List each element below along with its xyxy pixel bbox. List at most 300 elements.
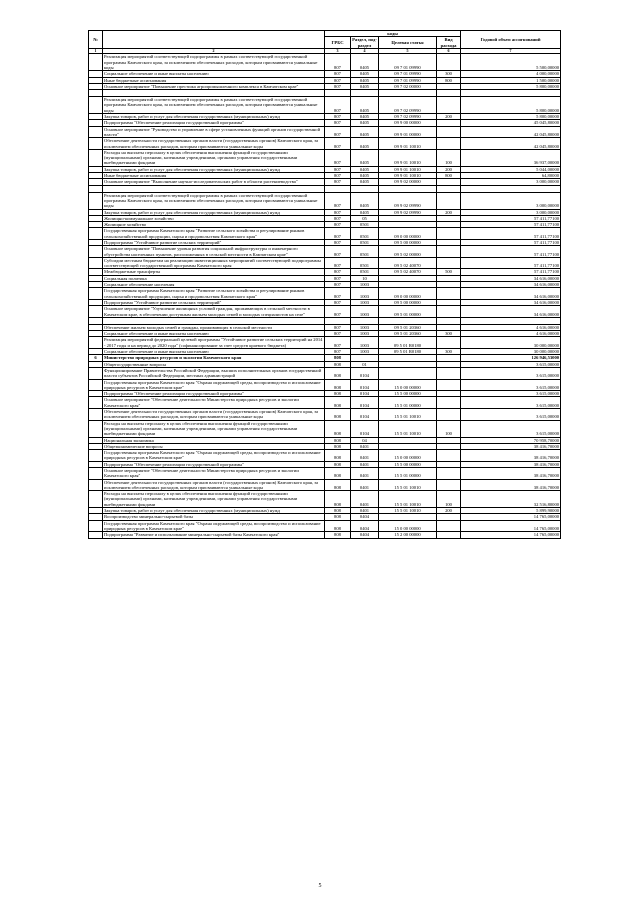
row-expense-type (437, 317, 461, 324)
row-target-article: 09 0 00 00000 (379, 228, 437, 240)
row-razdel: 0104 (351, 420, 379, 437)
row-name: Закупка товаров, работ и услуг для обеспечения государственных (муниципальных) нужд (103, 166, 325, 172)
row-expense-type (437, 246, 461, 258)
row-razdel: 1003 (351, 349, 379, 355)
row-expense-type: 800 (437, 173, 461, 179)
row-expense-type: 300 (437, 71, 461, 77)
row-grbs: 807 (325, 299, 351, 305)
row-number (89, 228, 103, 240)
row-number (89, 367, 103, 379)
row-target-article: 15 5 01 10010 (379, 508, 437, 514)
row-name: Основное мероприятие "Повышение уровня развития социальной инфраструктуры и инженерного обустройства населенных пунктов, расположенных в сельской местности в Камчатском крае" (103, 246, 325, 258)
row-name: Реализация мероприятий соответствующей подпрограммы в рамках соответствующей государственной программы Камчатского края, за исключением обеспеченных расходов, которым присваиваются уникальные коды (103, 54, 325, 71)
row-annual-sum: 4 616,00000 (461, 331, 561, 337)
row-grbs: 807 (325, 114, 351, 120)
table-row (89, 149, 561, 166)
row-razdel: 0405 (351, 166, 379, 172)
row-annual-sum: 126 946,53000 (461, 355, 561, 361)
table-row (89, 532, 561, 538)
row-expense-type: 300 (437, 349, 461, 355)
row-name: Социальное обеспечение и иные выплаты населению (103, 71, 325, 77)
row-target-article: 15 5 01 10010 (379, 479, 437, 491)
row-name: Основное мероприятие "Обеспечение деятельности Министерства природных ресурсов и экологии Камчатского края" (103, 467, 325, 479)
table-row (89, 228, 561, 240)
row-target-article: 09 7 02 09990 (379, 97, 437, 114)
table-header (89, 31, 561, 54)
row-target-article: 09 5 01 R0180 (379, 337, 437, 349)
row-razdel: 1003 (351, 306, 379, 318)
row-target-article: 09 9 01 10010 (379, 166, 437, 172)
table-row (89, 367, 561, 379)
row-grbs: 807 (325, 306, 351, 318)
row-expense-type: 200 (437, 508, 461, 514)
row-annual-sum: 70 958,70000 (461, 437, 561, 443)
table-row (89, 450, 561, 462)
row-razdel: 0104 (351, 367, 379, 379)
table-body (89, 54, 561, 538)
row-target-article: 09 9 01 00000 (379, 126, 437, 138)
row-expense-type (437, 54, 461, 71)
row-expense-type: 100 (437, 149, 461, 166)
row-expense-type (437, 192, 461, 209)
row-name: Закупка товаров, работ и услуг для обеспечения государственных (муниципальных) нужд (103, 508, 325, 514)
row-annual-sum: 57 411,77100 (461, 222, 561, 228)
row-grbs (325, 317, 351, 324)
row-razdel: 01 (351, 361, 379, 367)
table-row (89, 192, 561, 209)
row-grbs: 808 (325, 409, 351, 421)
row-name: Закупка товаров, работ и услуг для обеспечения государственных (муниципальных) нужд (103, 114, 325, 120)
row-target-article: 09 7 02 00000 (379, 83, 437, 89)
row-razdel: 0405 (351, 114, 379, 120)
row-target-article (379, 367, 437, 379)
row-target-article: 15 2 00 00000 (379, 532, 437, 538)
row-annual-sum: 5 899,90000 (461, 508, 561, 514)
row-expense-type: 200 (437, 166, 461, 172)
row-razdel: 0401 (351, 461, 379, 467)
row-number (89, 149, 103, 166)
row-grbs: 807 (325, 222, 351, 228)
row-number (89, 467, 103, 479)
row-expense-type (437, 228, 461, 240)
row-razdel: 0501 (351, 240, 379, 246)
row-grbs: 808 (325, 437, 351, 443)
row-grbs: 807 (325, 228, 351, 240)
row-annual-sum: 14 765,00000 (461, 520, 561, 532)
row-annual-sum: 14 765,00000 (461, 532, 561, 538)
row-number (89, 450, 103, 462)
column-number: 7 (461, 48, 561, 54)
row-annual-sum: 30 000,00000 (461, 337, 561, 349)
row-razdel: 0501 (351, 228, 379, 240)
row-name: Подпрограмма "Обеспечение реализации государственной программы" (103, 120, 325, 126)
row-annual-sum: 38 416,70000 (461, 461, 561, 467)
row-annual-sum: 57 411,77100 (461, 228, 561, 240)
row-grbs: 807 (325, 275, 351, 281)
row-razdel (351, 90, 379, 97)
row-target-article: 09 9 00 00000 (379, 120, 437, 126)
row-name: Обеспечение жильем молодых семей и граждан, проживающих в сельской местности (103, 324, 325, 330)
row-expense-type (437, 138, 461, 150)
row-name: Расходы на выплаты персоналу в целях обеспечения выполнения функций государственными (муниципальными) органами, казенными учреждениями, органами управления государственными внебюджетными фондами (103, 420, 325, 437)
row-expense-type: 200 (437, 209, 461, 215)
row-razdel: 0404 (351, 514, 379, 520)
row-number (89, 306, 103, 318)
row-razdel: 0401 (351, 491, 379, 508)
row-razdel: 0104 (351, 397, 379, 409)
row-annual-sum: 3 615,00000 (461, 420, 561, 437)
header-annual-sum: Годовой объем ассигнований (461, 31, 561, 49)
row-expense-type: 100 (437, 420, 461, 437)
row-name: Государственная программа Камчатского края "Охрана окружающей среды, воспроизводство и использование природных ресурсов в Камчатском крае" (103, 520, 325, 532)
row-annual-sum: 4 000,00000 (461, 71, 561, 77)
row-target-article: 09 5 02 40070 (379, 269, 437, 275)
row-name: Обеспечение деятельности государственных органов власти (государственных органов) Камчатского края, за исключением обеспеченных расходов, которым присваиваются уникальные коды (103, 479, 325, 491)
row-target-article: 09 7 02 09990 (379, 114, 437, 120)
row-grbs: 807 (325, 209, 351, 215)
row-grbs: 807 (325, 192, 351, 209)
row-razdel: 0104 (351, 379, 379, 391)
row-target-article: 09 9 02 09990 (379, 209, 437, 215)
row-grbs: 807 (325, 269, 351, 275)
row-number (89, 317, 103, 324)
row-name: Подпрограмма "Развитие и использование минерально-сырьевой базы Камчатского края" (103, 532, 325, 538)
row-target-article: 09 5 00 00000 (379, 240, 437, 246)
row-razdel (351, 317, 379, 324)
table-row (89, 520, 561, 532)
row-number (89, 420, 103, 437)
row-annual-sum: 3 000,00000 (461, 179, 561, 185)
row-annual-sum: 5 044,00000 (461, 166, 561, 172)
row-grbs: 808 (325, 450, 351, 462)
row-number (89, 520, 103, 532)
row-expense-type: 800 (437, 77, 461, 83)
row-grbs: 807 (325, 257, 351, 269)
row-grbs: 807 (325, 77, 351, 83)
row-target-article: 15 5 01 10010 (379, 420, 437, 437)
row-annual-sum: 42 045,80000 (461, 126, 561, 138)
header-target-article: Целевая статья (379, 37, 437, 49)
row-target-article: 09 0 00 00000 (379, 288, 437, 300)
row-name: Государственная программа Камчатского края "Развитие сельского хозяйства и регулирование рынков сельскохозяйственной продукции, сырья и продовольствия Камчатского края" (103, 228, 325, 240)
row-grbs: 807 (325, 179, 351, 185)
row-razdel: 0405 (351, 120, 379, 126)
row-expense-type (437, 257, 461, 269)
row-name: Общегосударственные вопросы (103, 361, 325, 367)
row-razdel: 0404 (351, 532, 379, 538)
row-razdel: 0405 (351, 77, 379, 83)
row-grbs: 807 (325, 138, 351, 150)
row-grbs: 807 (325, 288, 351, 300)
row-grbs: 808 (325, 532, 351, 538)
row-number: 6 (89, 355, 103, 361)
row-razdel: 0401 (351, 479, 379, 491)
row-razdel: 0405 (351, 179, 379, 185)
row-name: Воспроизводство минерально-сырьевой базы (103, 514, 325, 520)
row-annual-sum: 3 615,00000 (461, 409, 561, 421)
row-target-article: 15 5 00 00000 (379, 461, 437, 467)
row-annual-sum: 45 045,80000 (461, 120, 561, 126)
row-grbs: 807 (325, 83, 351, 89)
row-target-article: 09 9 01 10010 (379, 173, 437, 179)
row-name: Межбюджетные трансферты (103, 269, 325, 275)
header-razdel: Раздел, под-раздел (352, 37, 377, 48)
row-target-article: 09 7 01 09990 (379, 77, 437, 83)
row-razdel: 1003 (351, 282, 379, 288)
row-razdel: 0405 (351, 192, 379, 209)
row-grbs: 808 (325, 361, 351, 367)
row-expense-type (437, 97, 461, 114)
table-row (89, 246, 561, 258)
row-name: Закупка товаров, работ и услуг для обеспечения государственных (муниципальных) нужд (103, 209, 325, 215)
row-annual-sum: 3 000,00000 (461, 192, 561, 209)
row-razdel: 1003 (351, 331, 379, 337)
row-target-article: 09 9 02 00000 (379, 179, 437, 185)
table-row (89, 337, 561, 349)
row-expense-type (437, 520, 461, 532)
row-grbs: 808 (325, 479, 351, 491)
row-annual-sum: 14 765,00000 (461, 514, 561, 520)
row-grbs: 808 (325, 461, 351, 467)
row-grbs: 808 (325, 514, 351, 520)
row-name: Реализация мероприятий соответствующей подпрограммы в рамках соответствующей государственной программы Камчатского края, за исключением обеспеченных расходов, которым присваиваются уникальные коды (103, 97, 325, 114)
row-target-article: 09 5 02 00000 (379, 246, 437, 258)
row-name: Обеспечение деятельности государственных органов власти (государственных органов) Камчатского края, за исключением обеспеченных расходов, которым присваиваются уникальные коды (103, 409, 325, 421)
row-number (89, 192, 103, 209)
row-number (89, 138, 103, 150)
row-target-article: 09 5 00 00000 (379, 299, 437, 305)
row-target-article: 09 5 02 40070 (379, 257, 437, 269)
row-grbs: 808 (325, 420, 351, 437)
row-grbs: 808 (325, 367, 351, 379)
row-number (89, 397, 103, 409)
row-expense-type (437, 288, 461, 300)
row-razdel: 04 (351, 437, 379, 443)
row-grbs: 807 (325, 337, 351, 349)
header-grbs: ГРБС (325, 37, 351, 49)
row-number (89, 126, 103, 138)
row-grbs: 807 (325, 120, 351, 126)
row-annual-sum (461, 90, 561, 97)
row-razdel: 0405 (351, 149, 379, 166)
row-razdel: 1003 (351, 324, 379, 330)
row-target-article: 09 9 02 09990 (379, 192, 437, 209)
row-annual-sum: 32 516,80000 (461, 491, 561, 508)
row-grbs: 807 (325, 349, 351, 355)
row-razdel: 0104 (351, 391, 379, 397)
row-expense-type (437, 337, 461, 349)
row-annual-sum: 5 500,00000 (461, 54, 561, 71)
page-number: 5 (318, 883, 322, 889)
table-row (89, 397, 561, 409)
row-name: Жилищно-коммунальное хозяйство (103, 215, 325, 221)
row-name: Иные бюджетные ассигнования (103, 77, 325, 83)
row-name (103, 317, 325, 324)
row-annual-sum: 1 500,00000 (461, 77, 561, 83)
row-grbs: 808 (325, 379, 351, 391)
row-number (89, 288, 103, 300)
row-razdel: 0401 (351, 443, 379, 449)
row-razdel: 0501 (351, 246, 379, 258)
row-grbs: 807 (325, 166, 351, 172)
row-grbs: 807 (325, 282, 351, 288)
row-name: Социальное обеспечение населения (103, 282, 325, 288)
row-razdel: 10 (351, 275, 379, 281)
header-number: № (89, 31, 103, 49)
row-grbs: 808 (325, 508, 351, 514)
row-name (103, 185, 325, 192)
row-grbs (325, 185, 351, 192)
row-target-article: 09 5 01 00000 (379, 306, 437, 318)
row-razdel: 0501 (351, 269, 379, 275)
column-number: 5 (379, 48, 437, 54)
row-target-article: 15 0 00 00000 (379, 450, 437, 462)
row-expense-type (437, 397, 461, 409)
row-name: Реализация мероприятий соответствующей подпрограммы в рамках соответствующей государственной программы Камчатского края, за исключением обеспеченных расходов, которым присваиваются уникальные коды (103, 192, 325, 209)
row-target-article: 15 5 01 10010 (379, 491, 437, 508)
row-grbs: 808 (325, 397, 351, 409)
row-annual-sum: 38 416,70000 (461, 467, 561, 479)
row-razdel: 0104 (351, 409, 379, 421)
row-expense-type: 100 (437, 491, 461, 508)
row-number (89, 532, 103, 538)
row-grbs: 807 (325, 240, 351, 246)
row-expense-type (437, 126, 461, 138)
row-name: Функционирование Правительства Российской Федерации, высших исполнительных органов государственной власти субъектов Российской Федерации, местных администраций (103, 367, 325, 379)
row-annual-sum: 5 800,00000 (461, 97, 561, 114)
row-annual-sum: 34 616,00000 (461, 306, 561, 318)
row-target-article: 09 9 01 10010 (379, 138, 437, 150)
row-razdel: 0501 (351, 257, 379, 269)
table-row (89, 90, 561, 97)
row-name: Социальная политика (103, 275, 325, 281)
table-row (89, 97, 561, 114)
row-number (89, 491, 103, 508)
row-name: Государственная программа Камчатского края "Развитие сельского хозяйства и регулирование рынков сельскохозяйственной продукции, сырья и продовольствия Камчатского края" (103, 288, 325, 300)
row-expense-type (437, 306, 461, 318)
row-target-article: 09 5 01 R0180 (379, 349, 437, 355)
row-number (89, 379, 103, 391)
row-expense-type: 500 (437, 269, 461, 275)
row-name: Субсидии местным бюджетам на реализацию инвестиционных мероприятий соответствующей подпрограммы соответствующей государственной программы Камчатского края (103, 257, 325, 269)
row-name: Государственная программа Камчатского края "Охрана окружающей среды, воспроизводство и использование природных ресурсов в Камчатском крае" (103, 379, 325, 391)
row-expense-type (437, 90, 461, 97)
row-annual-sum: 3 000,00000 (461, 209, 561, 215)
table-row (89, 379, 561, 391)
row-expense-type (437, 367, 461, 379)
row-annual-sum: 38 416,70000 (461, 450, 561, 462)
row-grbs (325, 90, 351, 97)
row-grbs: 807 (325, 126, 351, 138)
row-grbs: 807 (325, 97, 351, 114)
row-number (89, 257, 103, 269)
table-row (89, 491, 561, 508)
row-razdel: 0401 (351, 450, 379, 462)
row-number (89, 185, 103, 192)
row-name: Национальная экономика (103, 437, 325, 443)
row-name: Основное мероприятие "Выполнение научно-исследовательских работ в области растениеводства" (103, 179, 325, 185)
row-annual-sum: 30 000,00000 (461, 349, 561, 355)
row-grbs: 807 (325, 215, 351, 221)
row-razdel: 1003 (351, 299, 379, 305)
row-target-article: 15 0 00 00000 (379, 379, 437, 391)
row-name: Основное мероприятие "Улучшение жилищных условий граждан, проживающих в сельской местности в Камчатском крае, в обеспечении доступным жильем молодых семей и молодых специалистов на селе" (103, 306, 325, 318)
header-name (103, 31, 325, 49)
row-expense-type (437, 450, 461, 462)
row-number (89, 479, 103, 491)
row-grbs: 808 (325, 443, 351, 449)
row-name: Обеспечение деятельности государственных органов власти (государственных органов) Камчатского края, за исключением обеспеченных расходов, которым присваиваются уникальные коды (103, 138, 325, 150)
row-razdel: 05 (351, 215, 379, 221)
row-annual-sum: 57 411,77100 (461, 240, 561, 246)
row-name: Общеэкономические вопросы (103, 443, 325, 449)
row-name: Жилищное хозяйство (103, 222, 325, 228)
row-target-article (379, 90, 437, 97)
row-grbs: 808 (325, 491, 351, 508)
row-annual-sum: 5 800,00000 (461, 83, 561, 89)
row-annual-sum: 3 615,00000 (461, 361, 561, 367)
row-grbs: 807 (325, 71, 351, 77)
table-row (89, 185, 561, 192)
row-target-article: 09 7 01 09990 (379, 54, 437, 71)
budget-table (88, 30, 561, 539)
row-name: Основное мероприятие "Обеспечение деятельности Министерства природных ресурсов и экологии Камчатского края" (103, 397, 325, 409)
row-target-article: 15 5 01 10010 (379, 409, 437, 421)
row-name: Социальное обеспечение и иные выплаты населению (103, 349, 325, 355)
row-target-article: 09 5 01 20360 (379, 324, 437, 330)
row-grbs: 807 (325, 331, 351, 337)
table-row (89, 479, 561, 491)
row-number (89, 409, 103, 421)
table-row (89, 420, 561, 437)
table-row (89, 54, 561, 71)
row-annual-sum: 34 616,00000 (461, 282, 561, 288)
column-number: 2 (103, 48, 325, 54)
row-number (89, 337, 103, 349)
row-grbs: 808 (325, 355, 351, 361)
row-expense-type (437, 379, 461, 391)
row-razdel: 0501 (351, 222, 379, 228)
row-target-article: 15 0 00 00000 (379, 520, 437, 532)
table-row (89, 138, 561, 150)
row-razdel: 0405 (351, 71, 379, 77)
row-razdel: 0401 (351, 467, 379, 479)
row-razdel: 1003 (351, 288, 379, 300)
row-razdel: 1003 (351, 337, 379, 349)
row-name: Основное мероприятие "Повышение престижа агропромышленного комплекса в Камчатском крае" (103, 83, 325, 89)
table-row (89, 306, 561, 318)
row-grbs: 807 (325, 246, 351, 258)
row-name: Основное мероприятие "Руководство и управление в сфере установленных функций органов государственной власти" (103, 126, 325, 138)
row-number (89, 246, 103, 258)
row-name: Подпрограмма "Обеспечение реализации государственной программы" (103, 461, 325, 467)
row-expense-type: 200 (437, 114, 461, 120)
row-annual-sum: 57 411,77100 (461, 257, 561, 269)
column-number: 4 (351, 48, 379, 54)
row-expense-type (437, 185, 461, 192)
row-annual-sum: 38 416,70000 (461, 479, 561, 491)
row-grbs: 808 (325, 520, 351, 532)
row-razdel: 0405 (351, 138, 379, 150)
row-annual-sum: 3 615,00000 (461, 391, 561, 397)
column-number: 6 (437, 48, 461, 54)
row-target-article (379, 317, 437, 324)
row-name: Социальное обеспечение и иные выплаты населению (103, 331, 325, 337)
row-razdel (351, 185, 379, 192)
row-annual-sum: 4 616,00000 (461, 324, 561, 330)
row-annual-sum: 57 411,77100 (461, 269, 561, 275)
row-target-article: 15 5 01 00000 (379, 397, 437, 409)
